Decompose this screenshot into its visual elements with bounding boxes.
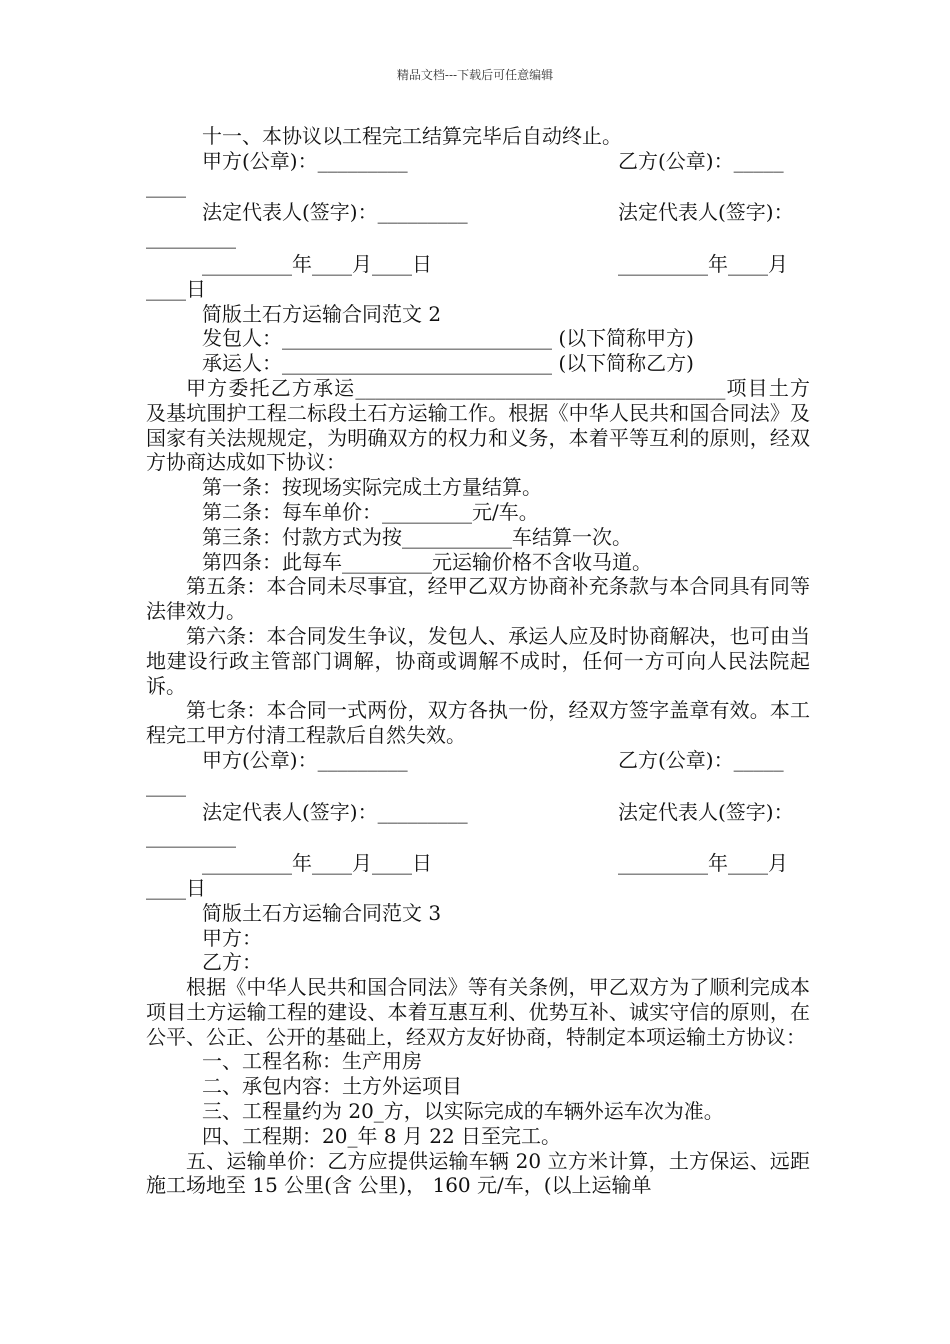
- document-body: [146, 124, 810, 1198]
- paragraph-basis: 根据《中华人民共和国合同法》等有关条例，甲乙双方为了顺利完成本项目土方运输工程的建设、本着互惠互利、优势互补、诚实守信的原则，在公平、公正、公开的基础上，经双方友好协商，特制定本项运输土方协议：: [146, 975, 810, 1049]
- signature-seal-row: [146, 149, 810, 174]
- section-title-2: 简版土石方运输合同范文 2: [202, 301, 442, 326]
- legal-rep-row-2: [146, 800, 810, 825]
- legal-rep-continuation: _________: [146, 225, 236, 250]
- party-a-date: _________年____月____日: [202, 251, 432, 276]
- legal-rep-continuation-2: _________: [146, 824, 236, 849]
- party-b-legal-rep-2: 法定代表人(签字)：: [618, 799, 794, 824]
- article-2: 第二条：每车单价：_________元/车。: [202, 499, 539, 524]
- legal-rep-row: [146, 200, 810, 225]
- seal-line-continuation-2: ____: [146, 772, 186, 797]
- article-6: 第六条：本合同发生争议，发包人、承运人应及时协商解决，也可由当地建设行政主管部门调解，协商或调解不成时，任何一方可向人民法院起诉。: [146, 623, 810, 698]
- item-5: 五、运输单价：乙方应提供运输车辆 20 立方米计算，土方保运、远距施工场地至 15 公里(含 公里)， 160 元/车，(以上运输单: [146, 1148, 810, 1198]
- section-title-3: 简版土石方运输合同范文 3: [202, 900, 442, 925]
- party-a-seal-2: 甲方(公章)：_________: [202, 747, 408, 772]
- party-a-date-2: _________年____月____日: [202, 851, 432, 876]
- date-continuation-2: ____日: [146, 875, 206, 900]
- article-7: 第七条：本合同一式两份，双方各执一份，经双方签字盖章有效。本工程完工甲方付清工程款后自然失效。: [146, 698, 810, 748]
- item-3: 三、工程量约为 20_方，以实际完成的车辆外运车次为准。: [202, 1099, 724, 1124]
- date-row: [146, 252, 810, 277]
- date-row-2: [146, 851, 810, 876]
- party-b-legal-rep: 法定代表人(签字)：: [618, 200, 794, 225]
- seal-line-continuation: ____: [146, 173, 186, 198]
- item-1: 一、工程名称：生产用房: [202, 1049, 422, 1074]
- party-b-date: _________年____月: [618, 251, 788, 276]
- article-4: 第四条：此每车_________元运输价格不含收马道。: [202, 549, 652, 574]
- article-5: 第五条：本合同未尽事宜，经甲乙双方协商补充条款与本合同具有同等法律效力。: [146, 574, 810, 624]
- paragraph-entrust: 甲方委托乙方承运_____________________________________项目土方及基坑围护工程二标段土石方运输工作。根据《中华人民共和国合同法》及国家有关法规规定，为明确双方的权力和义务，本着平等互利的原则，经双方协商达成如下协议：: [146, 375, 810, 475]
- party-a-legal-rep-2: 法定代表人(签字)：_________: [202, 799, 468, 824]
- party-a-label: 甲方：: [202, 925, 262, 950]
- party-b-seal-2: 乙方(公章)：_____: [618, 747, 784, 772]
- carrier-line: 承运人：___________________________ (以下简称乙方): [202, 351, 694, 376]
- signature-seal-row-2: [146, 748, 810, 773]
- article-1: 第一条：按现场实际完成土方量结算。: [202, 475, 542, 500]
- clause-eleven: 十一、本协议以工程完工结算完毕后自动终止。: [202, 124, 622, 148]
- party-a-seal: 甲方(公章)：_________: [202, 148, 408, 173]
- contractor-line: 发包人：___________________________ (以下简称甲方): [202, 326, 694, 351]
- item-2: 二、承包内容：土方外运项目: [202, 1074, 462, 1099]
- date-continuation: ____日: [146, 276, 206, 301]
- party-b-label: 乙方：: [202, 950, 262, 975]
- page-header: 精品文档---下载后可任意编辑: [396, 68, 554, 82]
- party-b-seal: 乙方(公章)：_____: [618, 148, 784, 173]
- party-a-legal-rep: 法定代表人(签字)：_________: [202, 200, 468, 225]
- party-b-date-2: _________年____月: [618, 851, 788, 876]
- article-3: 第三条：付款方式为按___________车结算一次。: [202, 524, 632, 549]
- item-4: 四、工程期：20_年 8 月 22 日至完工。: [202, 1123, 562, 1148]
